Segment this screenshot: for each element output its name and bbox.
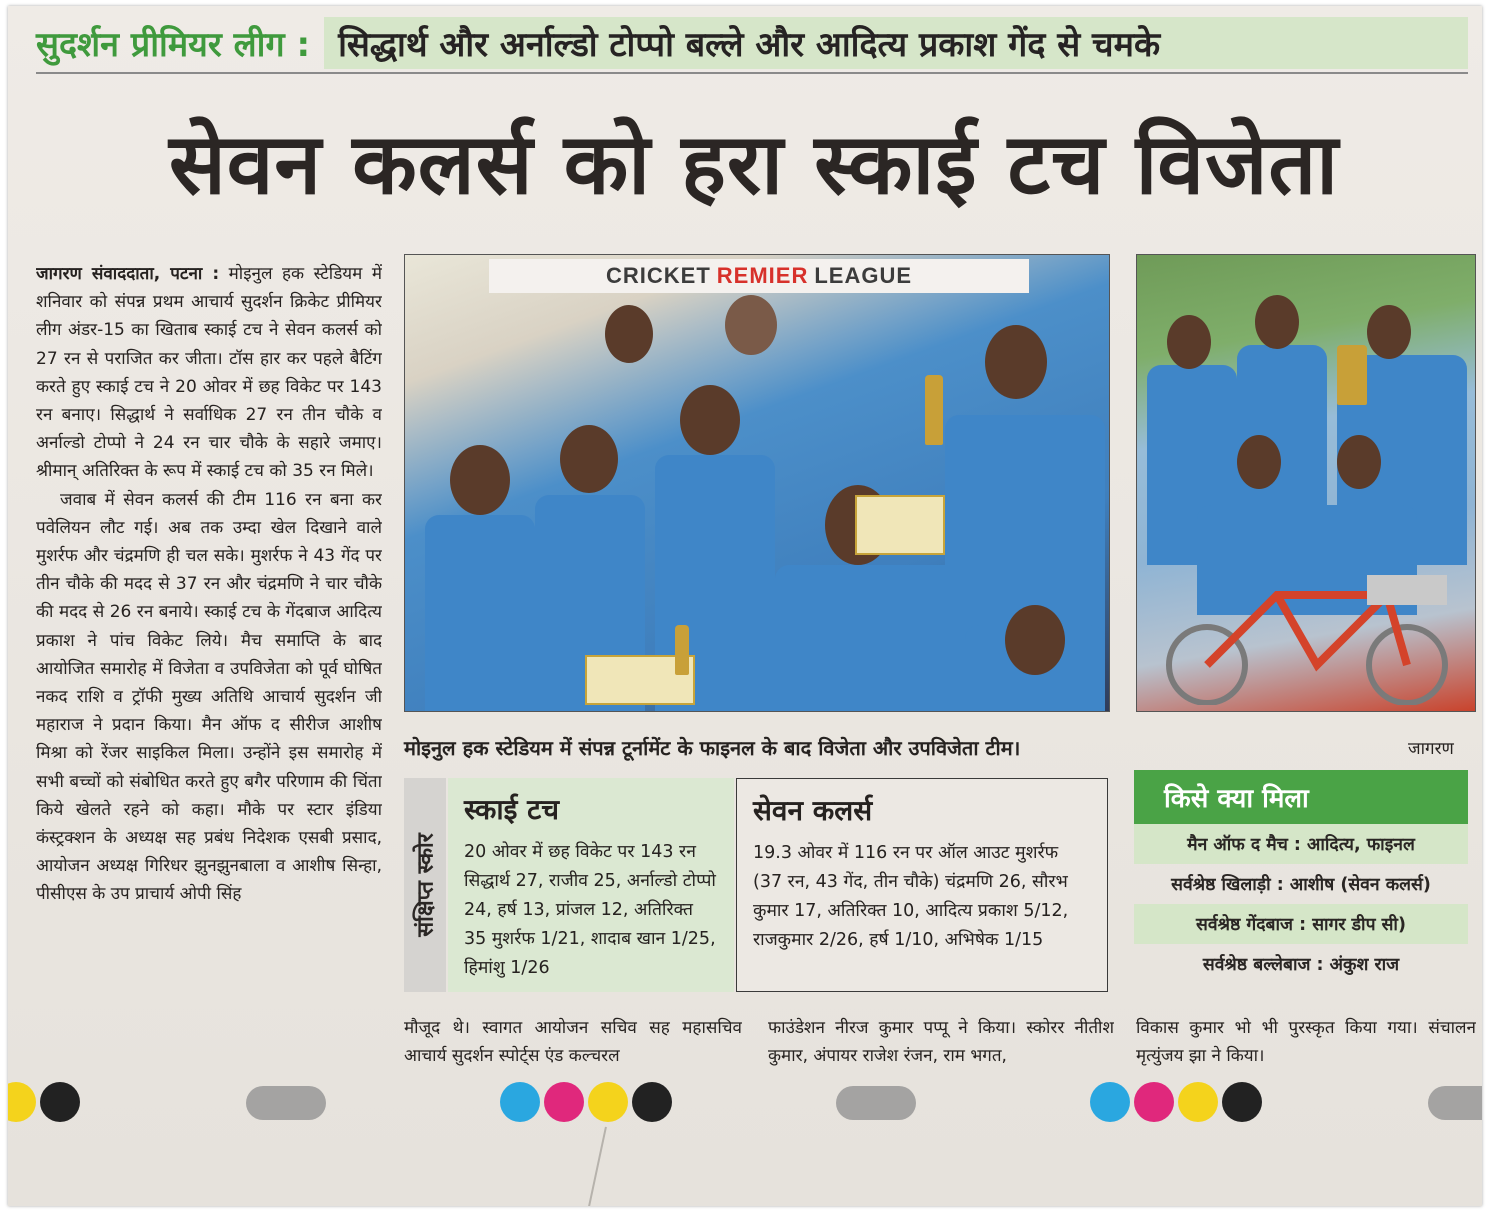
kicker-subhead: सिद्धार्थ और अर्नाल्डो टोप्पो बल्ले और आदित्य प्रकाश गेंद से चमके	[324, 17, 1468, 69]
awards-box	[1134, 770, 1468, 996]
byline: जागरण संवाददाता, पटना :	[36, 264, 220, 284]
article-column-2: मौजूद थे। स्वागत आयोजन सचिव सह महासचिव आचार्य सुदर्शन स्पोर्ट्स एंड कल्चरल	[404, 1018, 742, 1067]
gray-registration-mark	[246, 1086, 326, 1120]
photo-banner	[489, 259, 1029, 293]
kicker-label: सुदर्शन प्रीमियर लीग :	[36, 25, 311, 65]
yellow-dot-icon	[1178, 1082, 1218, 1122]
awards-title: किसे क्या मिला	[1134, 770, 1468, 824]
registration-dots-center	[500, 1082, 672, 1122]
award-row: सर्वश्रेष्ठ गेंदबाज : सागर डीप सी)	[1134, 904, 1468, 944]
photo-credit: जागरण	[1408, 739, 1454, 759]
team1-score: 20 ओवर में छह विकेट पर 143 रन सिद्धार्थ 27, राजीव 25, अर्नाल्डो टोप्पो 24, हर्ष 13, प्रांजल 12, अतिरिक्त 35 मुशर्रफ 1/21, शादाब खान 1/25, हिमांशु 1/26	[464, 842, 716, 978]
scorecard-team2	[736, 778, 1108, 992]
cyan-dot-icon	[1090, 1082, 1130, 1122]
scorecard-label	[404, 778, 446, 992]
banner-word-league: LEAGUE	[814, 263, 913, 288]
article-column-4: विकास कुमार भो भी पुरस्कृत किया गया। संचालन मृत्युंजय झा ने किया।	[1136, 1018, 1476, 1067]
banner-word-premier: REMIER	[716, 263, 809, 288]
gray-registration-mark	[1428, 1086, 1482, 1120]
article-column-1	[36, 260, 382, 1070]
black-dot-icon	[632, 1082, 672, 1122]
cyan-dot-icon	[500, 1082, 540, 1122]
team1-name: स्काई टच	[464, 793, 560, 826]
gray-registration-mark	[836, 1086, 916, 1120]
scorecard-team1	[448, 778, 734, 992]
magenta-dot-icon	[544, 1082, 584, 1122]
runners-up-team-photo	[1136, 254, 1476, 712]
black-dot-icon	[40, 1082, 80, 1122]
yellow-dot-icon	[8, 1082, 36, 1122]
black-dot-icon	[1222, 1082, 1262, 1122]
photo-caption: मोइनुल हक स्टेडियम में संपन्न टूर्नामेंट के फाइनल के बाद विजेता और उपविजेता टीम।	[404, 736, 1021, 760]
award-row: मैन ऑफ द मैच : आदित्य, फाइनल	[1134, 824, 1468, 864]
headline: सेवन कलर्स को हरा स्काई टच विजेता	[168, 115, 1340, 213]
article-paragraph-1	[36, 260, 382, 486]
scorecard-label-text: संक्षिप्त स्कोर	[414, 833, 440, 937]
award-row: सर्वश्रेष्ठ खिलाड़ी : आशीष (सेवन कलर्स)	[1171, 875, 1431, 895]
team2-name: सेवन कलर्स	[753, 794, 873, 827]
yellow-dot-icon	[588, 1082, 628, 1122]
team2-score: 19.3 ओवर में 116 रन पर ऑल आउट मुशर्रफ (37 रन, 43 गेंद, तीन चौके) चंद्रमणि 26, सौरभ कुमार 17, अतिरिक्त 10, आदित्य प्रकाश 5/12, राजकुमार 2/26, हर्ष 1/10, अभिषेक 1/15	[753, 843, 1069, 950]
bicycle-icon	[1147, 555, 1467, 705]
kicker-strip	[36, 14, 1468, 74]
article-column-3: फाउंडेशन नीरज कुमार पप्पू ने किया। स्कोरर नीतीश कुमार, अंपायर राजेश रंजन, राम भगत,	[768, 1018, 1114, 1067]
award-row: सर्वश्रेष्ठ बल्लेबाज : अंकुश राज	[1202, 955, 1400, 975]
newspaper-clipping	[8, 6, 1482, 1206]
winners-team-photo	[404, 254, 1110, 712]
registration-dots-left	[8, 1082, 80, 1122]
article-paragraph-2: जवाब में सेवन कलर्स की टीम 116 रन बना कर पवेलियन लौट गई। अब तक उम्दा खेल दिखाने वाले मुशर्रफ और चंद्रमणि ही चल सके। मुशर्रफ ने 43 गेंद पर तीन चौके की मदद से 37 रन और चंद्रमणि ने चार चौके की मदद से 26 रन बनाये। स्काई टच के गेंदबाज आदित्य प्रकाश ने पांच विकेट लिये। मैच समाप्ति के बाद आयोजित समारोह में विजेता व उपविजेता को पूर्व घोषित नकद राशि व ट्रॉफी मुख्य अतिथि आचार्य सुदर्शन जी महाराज ने प्रदान किया। मैन ऑफ द सीरीज आशीष मिश्रा को रेंजर साइकिल मिला। उन्होंने इस समारोह में सभी बच्चों को संबोधित करते हुए बगैर परिणाम की चिंता किये खेलते रहने को कहा। मौके पर स्टार इंडिया कंस्ट्रक्शन के अध्यक्ष सह प्रबंध निदेशक एसबी प्रसाद, आयोजन अध्यक्ष गिरिधर झुनझुनबाला व आशीष सिन्हा, पीसीएस के उप प्राचार्य ओपी सिंह	[36, 489, 382, 905]
article-paragraph-1-text: मोइनुल हक स्टेडियम में शनिवार को संपन्न प्रथम आचार्य सुदर्शन क्रिकेट प्रीमियर लीग अंडर-15 का खिताब स्काई टच ने सेवन कलर्स को 27 रन से पराजित कर जीता। टॉस हार कर पहले बैटिंग करते हुए स्काई टच ने 20 ओवर में छह विकेट पर 143 रन बनाए। सिद्धार्थ ने सर्वाधिक 27 रन तीन चौके व अर्नाल्डो टोप्पो ने 24 रन चार चौके के सहारे जमाए। श्रीमान् अतिरिक्त के रूप में स्काई टच को 35 रन मिले।	[36, 264, 382, 482]
paper-tear	[587, 1127, 607, 1206]
magenta-dot-icon	[1134, 1082, 1174, 1122]
registration-dots-right	[1090, 1082, 1262, 1122]
banner-word-cricket: CRICKET	[605, 263, 711, 288]
